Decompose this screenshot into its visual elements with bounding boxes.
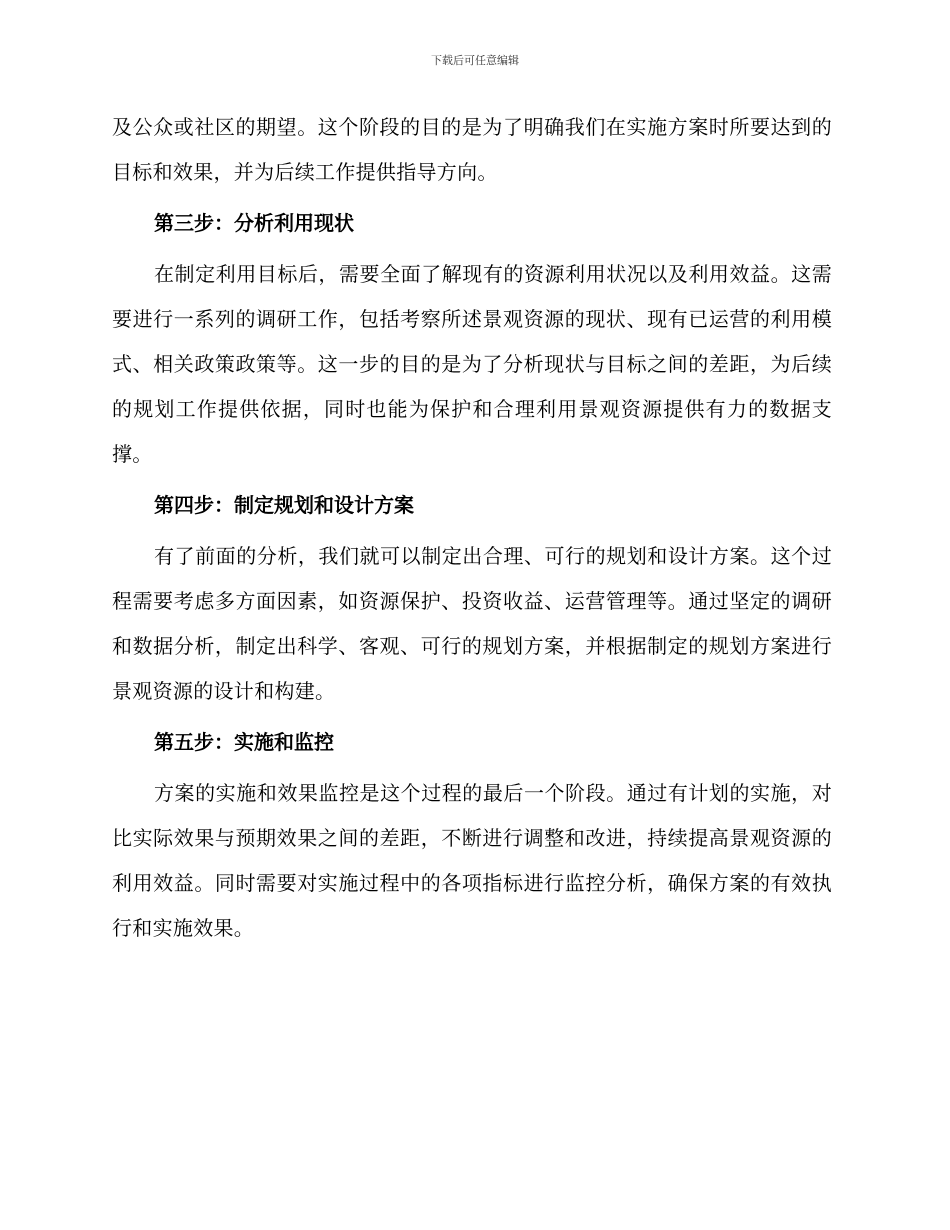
section-heading-step-3: 第三步：分析利用现状 — [154, 211, 354, 235]
section-heading-step-5: 第五步：实施和监控 — [154, 730, 334, 754]
document-body — [112, 105, 832, 951]
intro-paragraph: 及公众或社区的期望。这个阶段的目的是为了明确我们在实施方案时所要达到的目标和效果，并为后续工作提供指导方向。 — [112, 115, 832, 184]
section-body-step-3: 在制定利用目标后，需要全面了解现有的资源利用状况以及利用效益。这需要进行一系列的调研工作，包括考察所述景观资源的现状、现有已运营的利用模式、相关政策政策等。这一步的目的是为了分析现状与目标之间的差距，为后续的规划工作提供依据，同时也能为保护和合理利用景观资源提供有力的数据支撑。 — [112, 262, 832, 466]
section-body-step-4: 有了前面的分析，我们就可以制定出合理、可行的规划和设计方案。这个过程需要考虑多方面因素，如资源保护、投资收益、运营管理等。通过坚定的调研和数据分析，制定出科学、客观、可行的规划方案，并根据制定的规划方案进行景观资源的设计和构建。 — [112, 544, 832, 703]
section-heading-step-4: 第四步：制定规划和设计方案 — [154, 493, 414, 517]
section-body-step-5: 方案的实施和效果监控是这个过程的最后一个阶段。通过有计划的实施，对比实际效果与预期效果之间的差距，不断进行调整和改进，持续提高景观资源的利用效益。同时需要对实施过程中的各项指标进行监控分析，确保方案的有效执行和实施效果。 — [112, 781, 832, 940]
page-header: 下载后可任意编辑 — [431, 54, 519, 67]
